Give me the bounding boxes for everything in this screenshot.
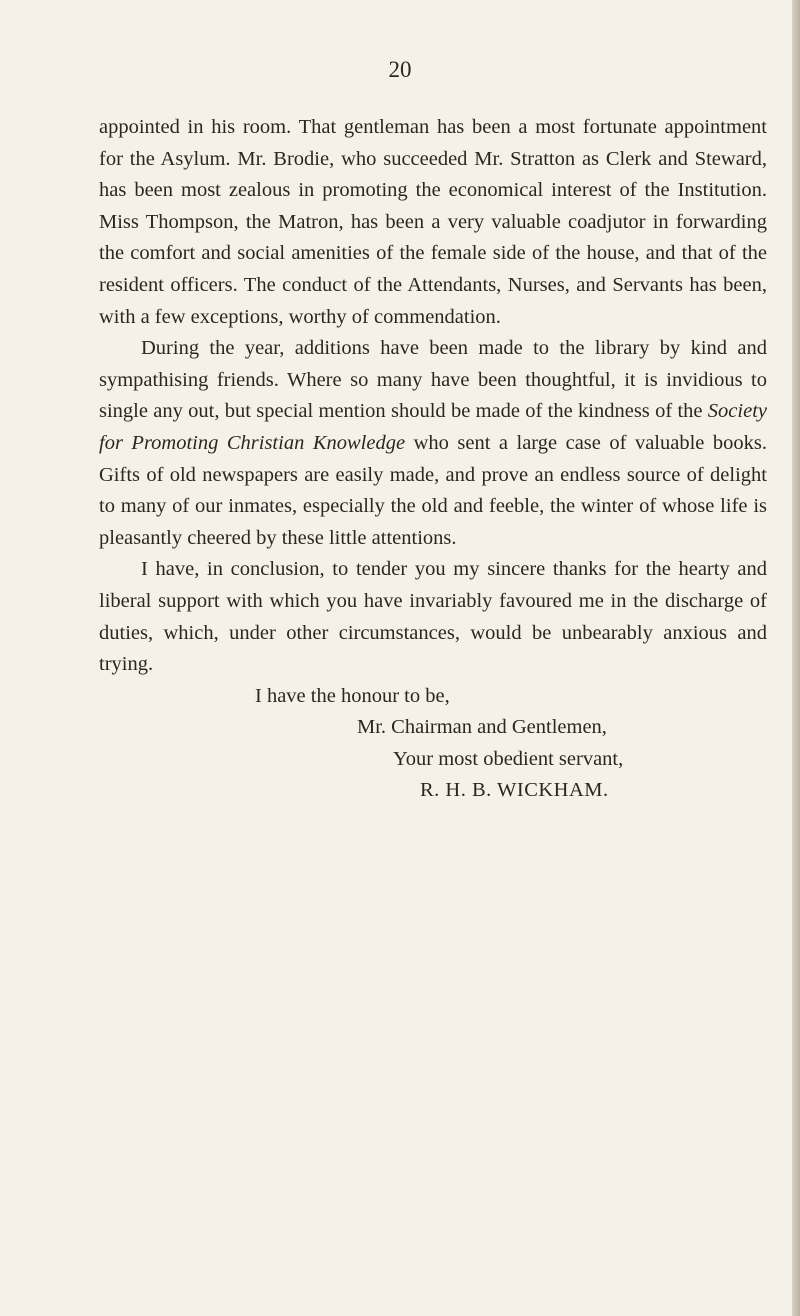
signature: R. H. B. WICKHAM. (420, 779, 609, 802)
paragraph-1-text: appointed in his room. That gentleman has been a most fortunate appointment for the Asylum. Mr. Brodie, who succeeded Mr. Stratton as Clerk and Steward, has been most zealous in promoting the economical interest of the Institution. Miss Thompson, the Matron, has been a very valuable coadjutor in forwarding the comfort and social amenities of the female side of the house, and that of the resident officers. The conduct of the Attendants, Nurses, and Servants has been, with a few exceptions, worthy of commendation. (99, 116, 767, 328)
paragraph-2-text-end: who sent a large case of valuable books. Gifts of old newspapers are easily made, and prove an endless source of delight to many of our inmates, especially the old and feeble, the winter of whose life is pleasantly cheered by these little attentions. (99, 431, 767, 549)
body-text (99, 112, 767, 807)
closing-line-3: Your most obedient servant, (393, 747, 624, 770)
page-edge-shadow (792, 0, 800, 1316)
closing-line-1: I have the honour to be, (255, 684, 450, 707)
paragraph-2 (99, 333, 767, 554)
paragraph-3 (99, 554, 767, 680)
society-name: Society for Promoting Christian Knowledge (99, 400, 767, 454)
paragraph-1 (99, 112, 767, 333)
paragraph-2-text-start: During the year, additions have been made to the library by kind and sympathising friends. Where so many have been thoughtful, it is invidious to single any out, but special mention should be made of the kindness of the (99, 337, 767, 423)
closing-line-2: Mr. Chairman and Gentlemen, (357, 716, 607, 739)
paragraph-3-text: I have, in conclusion, to tender you my sincere thanks for the hearty and liberal support with which you have invariably favoured me in the discharge of duties, which, under other circumstances, would be unbearably anxious and trying. (99, 558, 767, 676)
page-number: 20 (388, 57, 412, 82)
